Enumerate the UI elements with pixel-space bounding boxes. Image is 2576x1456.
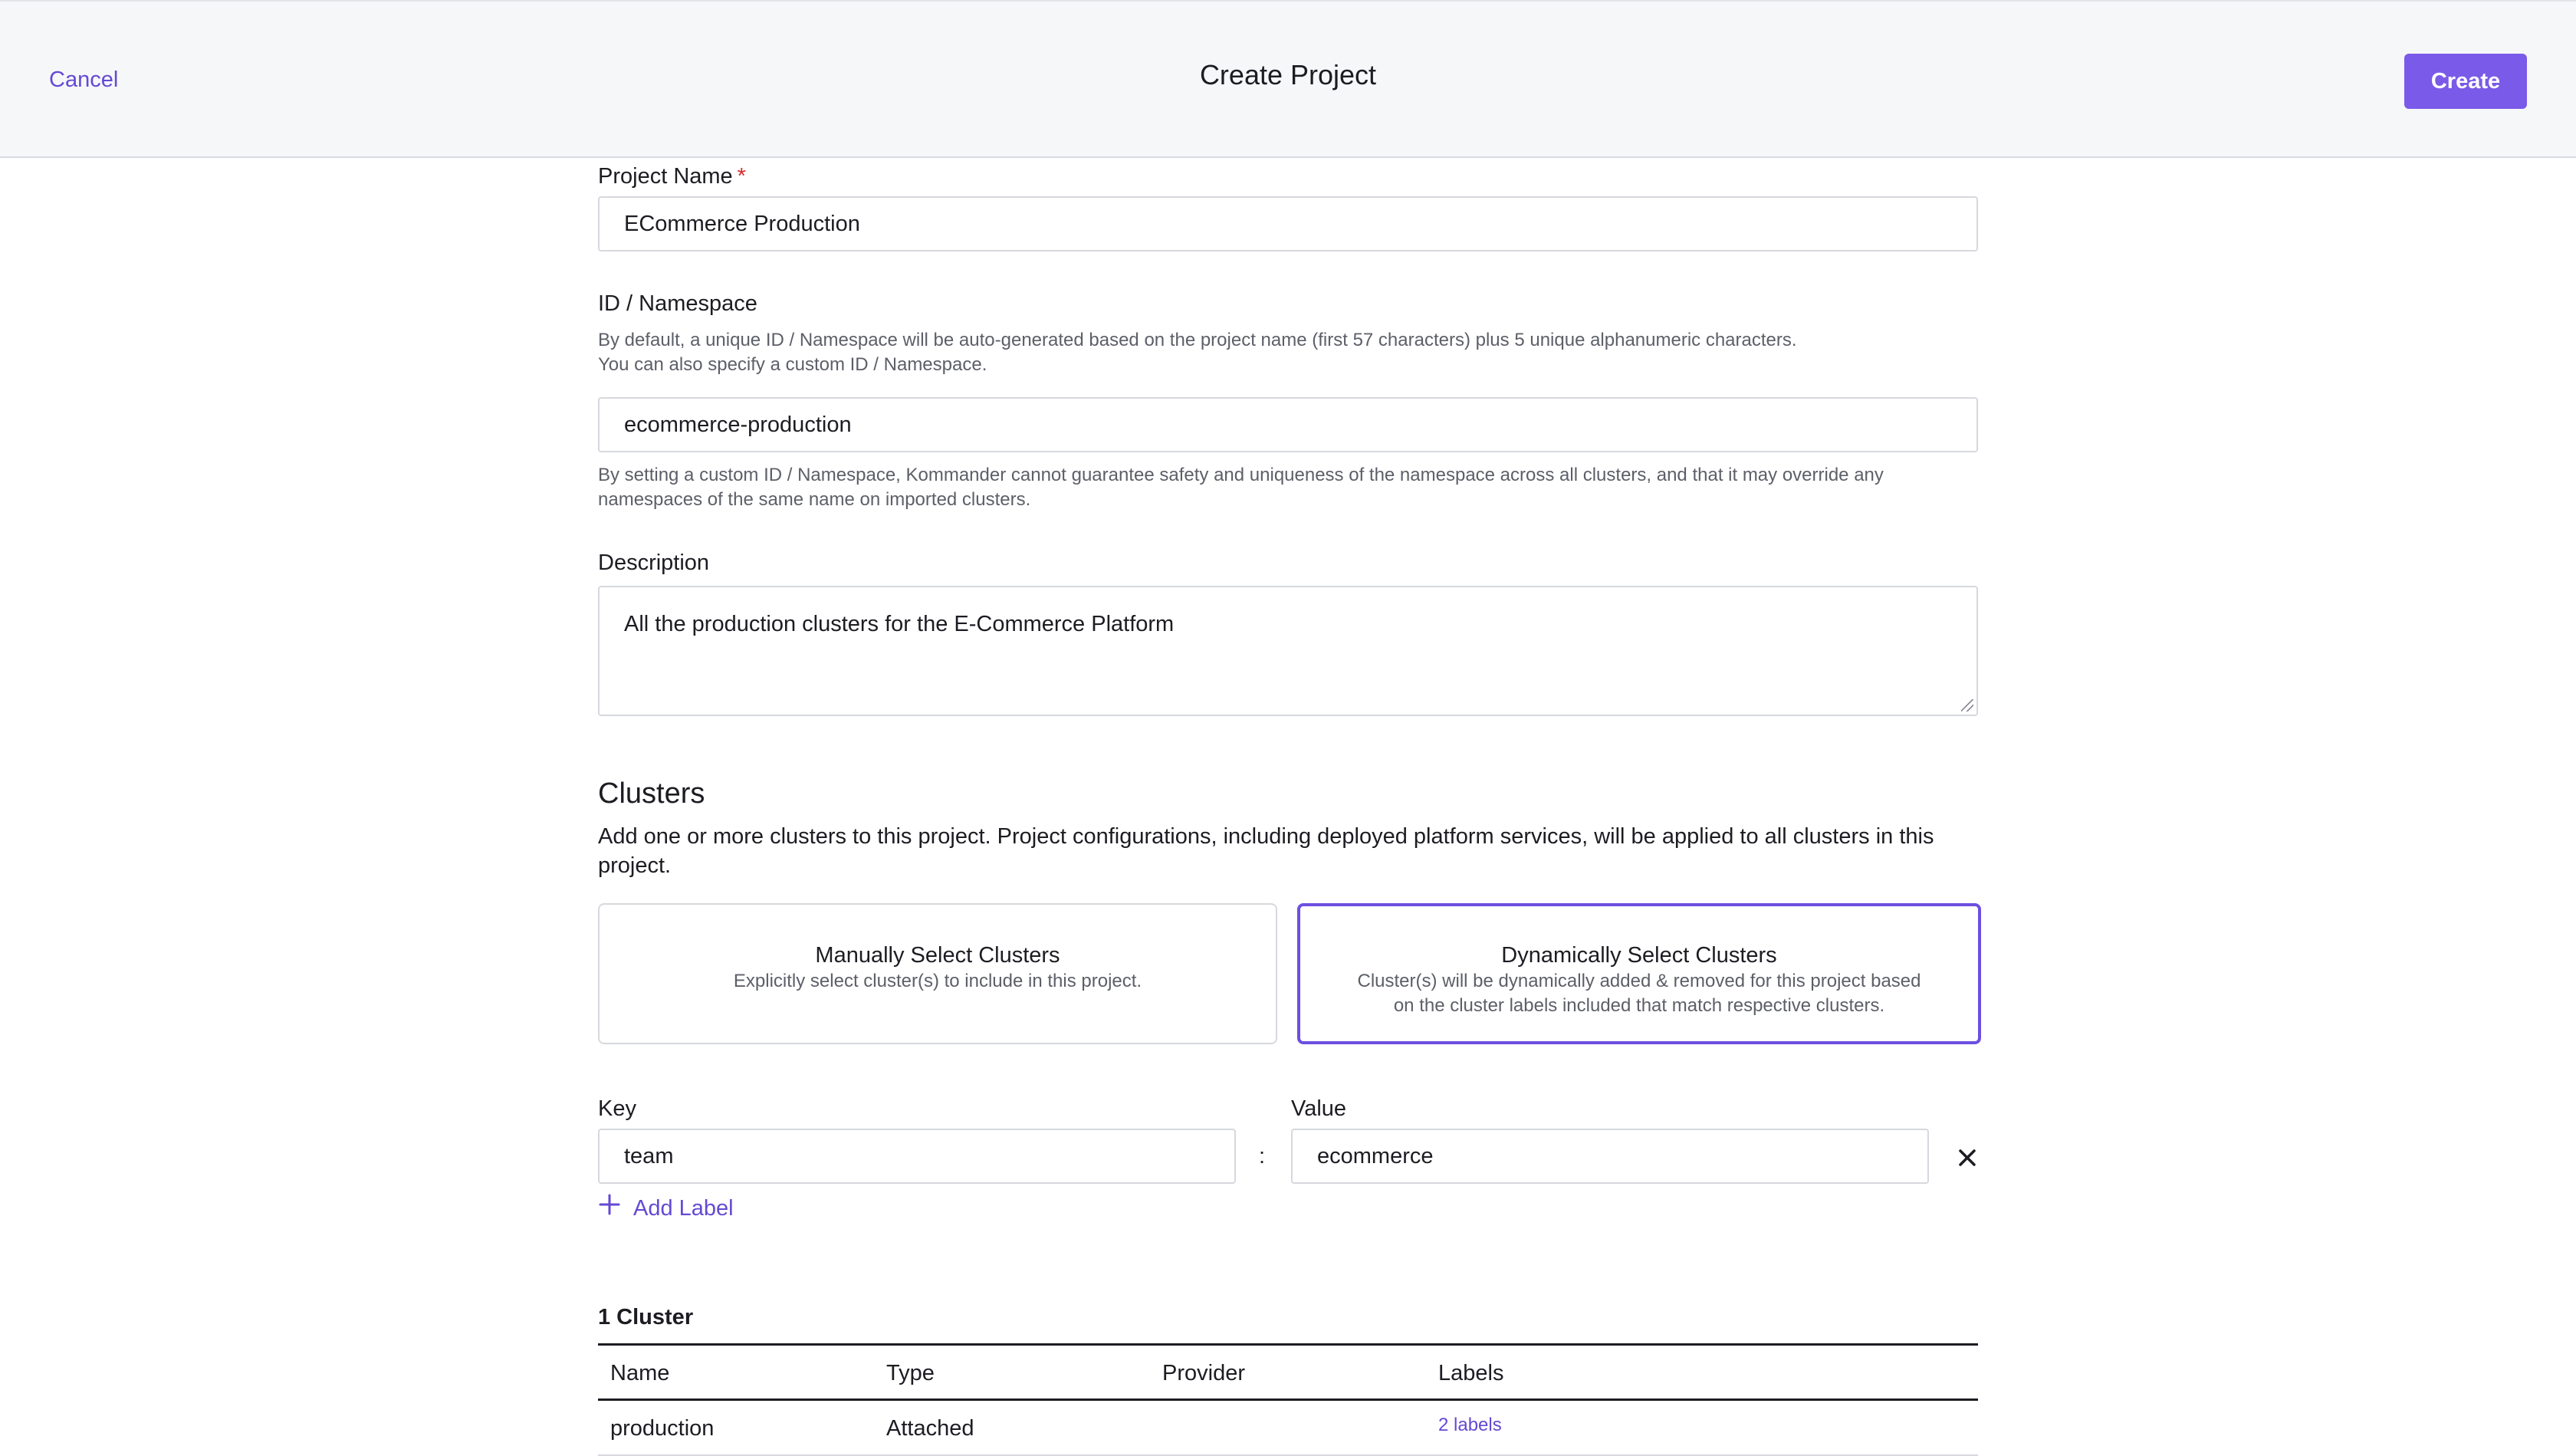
cluster-labels-link[interactable]: 2 labels (1438, 1415, 1502, 1435)
top-bar (0, 0, 2576, 158)
table-header-row (598, 1346, 1978, 1401)
description-textarea[interactable] (598, 586, 1978, 716)
option-description: Explicitly select cluster(s) to include in this project. (733, 971, 1142, 991)
option-description: Cluster(s) will be dynamically added & removed for this project based (1357, 971, 1921, 991)
option-title: Manually Select Clusters (815, 943, 1060, 968)
cancel-button[interactable]: Cancel (49, 67, 119, 92)
manual-select-option[interactable] (598, 903, 1277, 1044)
clusters-description (598, 822, 1978, 880)
namespace-help-line: You can also specify a custom ID / Namespace. (598, 354, 987, 375)
option-description: on the cluster labels included that match respective clusters. (1393, 995, 1885, 1016)
clusters-table (598, 1343, 1978, 1456)
description-value: All the production clusters for the E-Commerce Platform (624, 612, 1175, 636)
namespace-warning-line: namespaces of the same name on imported clusters. (598, 489, 1031, 510)
namespace-input[interactable]: ecommerce-production (598, 397, 1978, 452)
required-marker: * (737, 164, 746, 189)
clusters-description-line: project. (598, 853, 672, 878)
key-value-separator: : (1259, 1144, 1266, 1168)
add-label-button[interactable] (598, 1193, 734, 1223)
project-name-label-text: Project Name (598, 164, 733, 189)
resize-handle[interactable] (1961, 699, 1973, 712)
close-icon[interactable] (1952, 1142, 1983, 1173)
column-header-provider[interactable]: Provider (1162, 1361, 1245, 1385)
column-header-type[interactable]: Type (886, 1361, 935, 1385)
description-label: Description (598, 551, 710, 575)
page-title: Create Project (1199, 59, 1377, 90)
plus-icon (598, 1193, 633, 1223)
column-header-labels[interactable]: Labels (1438, 1361, 1504, 1385)
namespace-warning-text (598, 463, 1978, 512)
namespace-help-text (598, 328, 1978, 377)
project-name-label (598, 163, 746, 190)
project-name-input[interactable]: ECommerce Production (598, 196, 1978, 251)
column-header-name[interactable]: Name (610, 1361, 670, 1385)
label-value-input[interactable]: ecommerce (1291, 1129, 1929, 1184)
label-key-input[interactable]: team (598, 1129, 1236, 1184)
cluster-count: 1 Cluster (598, 1305, 694, 1329)
namespace-help-line: By default, a unique ID / Namespace will be auto-generated based on the project name (first 57 characters) plus 5 unique alphanumeric characters. (598, 330, 1797, 350)
key-label: Key (598, 1096, 636, 1121)
create-button[interactable]: Create (2404, 54, 2527, 109)
clusters-description-line: Add one or more clusters to this project. Project configurations, including deployed platform services, will be applied to all clusters in this (598, 824, 1934, 849)
namespace-label: ID / Namespace (598, 291, 757, 316)
add-label-text: Add Label (633, 1195, 734, 1221)
table-row[interactable] (598, 1401, 1978, 1456)
cluster-name-cell: production (610, 1416, 715, 1441)
namespace-warning-line: By setting a custom ID / Namespace, Kommander cannot guarantee safety and uniqueness of the namespace across all clusters, and that it may override any (598, 465, 1884, 485)
cluster-type-cell: Attached (886, 1416, 974, 1441)
dynamic-select-option[interactable] (1297, 903, 1981, 1044)
option-title: Dynamically Select Clusters (1501, 943, 1777, 968)
value-label: Value (1291, 1096, 1347, 1121)
clusters-section-title: Clusters (598, 777, 705, 810)
